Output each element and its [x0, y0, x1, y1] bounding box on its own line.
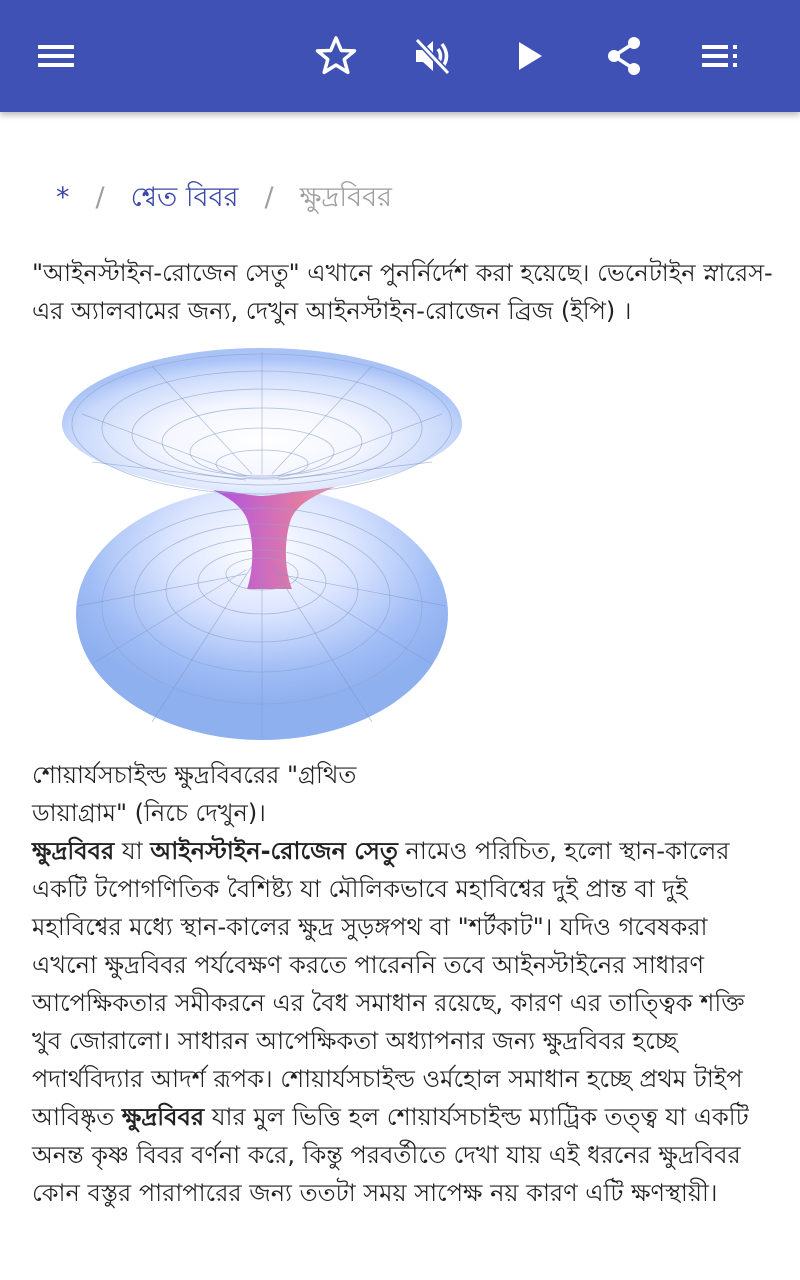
wormhole-diagram-image: [42, 344, 482, 744]
breadcrumb-current: ক্ষুদ্রবিবর: [299, 182, 393, 213]
menu-icon: [34, 34, 78, 78]
body-text: যা: [114, 837, 151, 865]
figure-caption: [32, 756, 776, 832]
star-icon: [314, 34, 358, 78]
volume-off-icon: [410, 34, 454, 78]
article-content: [32, 254, 776, 1212]
play-icon: [506, 34, 550, 78]
play-button[interactable]: [500, 28, 556, 84]
mute-button[interactable]: [404, 28, 460, 84]
app-toolbar: [0, 0, 800, 112]
wormhole-diagram[interactable]: [42, 344, 482, 744]
contents-button[interactable]: [692, 28, 748, 84]
redirect-note: "আইনস্টাইন-রোজেন সেতু" এখানে পুনর্নির্দেশ করা হয়েছে। ভেনেটাইন স্নারেস-এর অ্যালবামের জন্য, দেখুন আইনস্টাইন-রোজেন ব্রিজ (ইপি) ।: [32, 259, 773, 325]
term-bold: আইনস্টাইন-রোজেন সেতু: [150, 837, 398, 865]
breadcrumb-separator: /: [264, 182, 274, 213]
breadcrumb-separator: /: [95, 182, 105, 213]
body-text: যার মুল ভিত্তি হল শোয়ার্যসচাইল্ড ম্যাট্রিক তত্ত্ব যা একটি অনন্ত কৃষ্ণ বিবর বর্ণনা করে, কিন্তু পরবর্তীতে দেখা যায় এই ধরনের ক্ষুদ্রবিবর কোন বস্তুর পারাপারের জন্য ততটা সময় সাপেক্ষ নয় কারণ এটি ক্ষণস্থায়ী।: [32, 1103, 749, 1207]
caption-line: ডায়াগ্রাম" (নিচে দেখুন)।: [32, 799, 266, 827]
body-text: নামেও পরিচিত, হলো স্থান-কালের একটি টপোগণিতিক বৈশিষ্ট্য যা মৌলিকভাবে মহাবিশ্বের দুই প্রান্ত বা দুই মহাবিশ্বের মধ্যে স্থান-কালের ক্ষুদ্র সুড়ঙ্গপথ বা "শর্টকাট"। যদিও গবেষকরা এখনো ক্ষুদ্রবিবর পর্যবেক্ষণ করতে পারেননি তবে আইনস্টাইনের সাধারণ আপেক্ষিকতার সমীকরনে এর বৈধ সমাধান রয়েছে, কারণ এর তাত্ত্বিক শক্তি খুব জোরালো। সাধারন আপেক্ষিকতা অধ্যাপনার জন্য ক্ষুদ্রবিবর হচ্ছে পদার্থবিদ্যার আদর্শ রূপক। শোয়ার্যসচাইল্ড ওর্মহোল সমাধান হচ্ছে প্রথম টাইপ আবিষ্কৃত: [32, 837, 745, 1131]
term-bold: ক্ষুদ্রবিবর: [32, 837, 115, 865]
article-body: [32, 832, 776, 1212]
share-icon: [602, 34, 646, 78]
share-button[interactable]: [596, 28, 652, 84]
bookmark-button[interactable]: [308, 28, 364, 84]
caption-line: শোয়ার্যসচাইল্ড ক্ষুদ্রবিবরের "গ্রথিত: [32, 761, 357, 789]
list-icon: [698, 34, 742, 78]
menu-button[interactable]: [28, 28, 84, 84]
breadcrumb-parent[interactable]: শ্বেত বিবর: [130, 182, 239, 213]
breadcrumb: [56, 176, 392, 220]
breadcrumb-home[interactable]: *: [56, 182, 70, 213]
term-bold: ক্ষুদ্রবিবর: [121, 1103, 205, 1131]
